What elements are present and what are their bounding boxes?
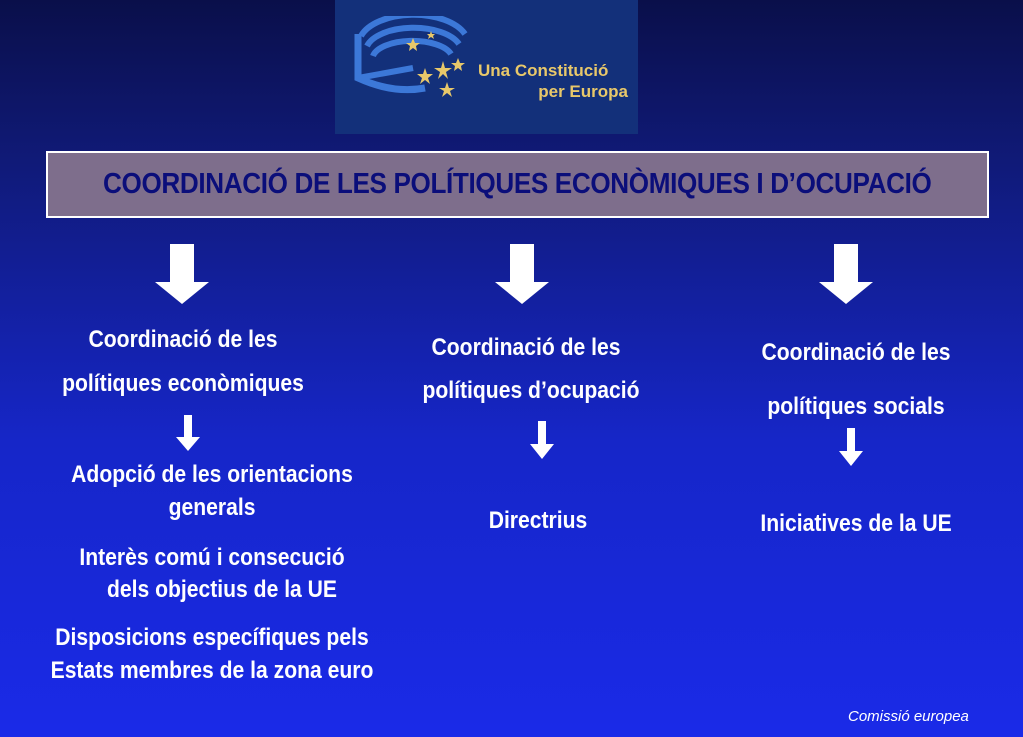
down-arrow-icon <box>495 244 549 304</box>
title-box <box>46 151 989 218</box>
column-1-item-2-line-1: Interès comú i consecució <box>79 544 345 571</box>
column-3-item-1: Iniciatives de la UE <box>760 510 952 537</box>
column-1-item-3-line-2: Estats membres de la zona euro <box>50 657 374 684</box>
small-down-arrow-icon <box>530 421 554 459</box>
european-parliament-hemicycle-icon <box>353 16 483 106</box>
logo-line-1: Una Constitució <box>478 61 609 80</box>
footer-credit: Comissió europea <box>848 708 969 725</box>
down-arrow-icon <box>155 244 209 304</box>
constitution-logo <box>335 0 638 134</box>
logo-text <box>478 60 628 102</box>
column-2-item-1: Directrius <box>488 507 588 534</box>
column-1-item-1-line-1: Adopció de les orientacions <box>71 461 353 488</box>
small-down-arrow-icon <box>176 415 200 451</box>
diagram-title: COORDINACIÓ DE LES POLÍTIQUES ECONÒMIQUES I D’OCUPACIÓ <box>103 168 932 200</box>
column-1-item-2-line-2: dels objectius de la UE <box>106 576 338 603</box>
column-2-heading-line-2: polítiques d’ocupació <box>422 377 640 404</box>
column-1-heading-line-2: polítiques econòmiques <box>62 370 304 397</box>
column-3-heading-line-2: polítiques socials <box>767 393 945 420</box>
small-down-arrow-icon <box>839 428 863 466</box>
column-1-item-1-line-2: generals <box>168 494 256 521</box>
column-1-heading-line-1: Coordinació de les <box>88 326 278 353</box>
column-3-heading-line-1: Coordinació de les <box>761 339 951 366</box>
logo-line-2: per Europa <box>538 82 628 101</box>
column-1-item-3-line-1: Disposicions específiques pels <box>55 624 369 651</box>
column-2-heading-line-1: Coordinació de les <box>431 334 621 361</box>
down-arrow-icon <box>819 244 873 304</box>
